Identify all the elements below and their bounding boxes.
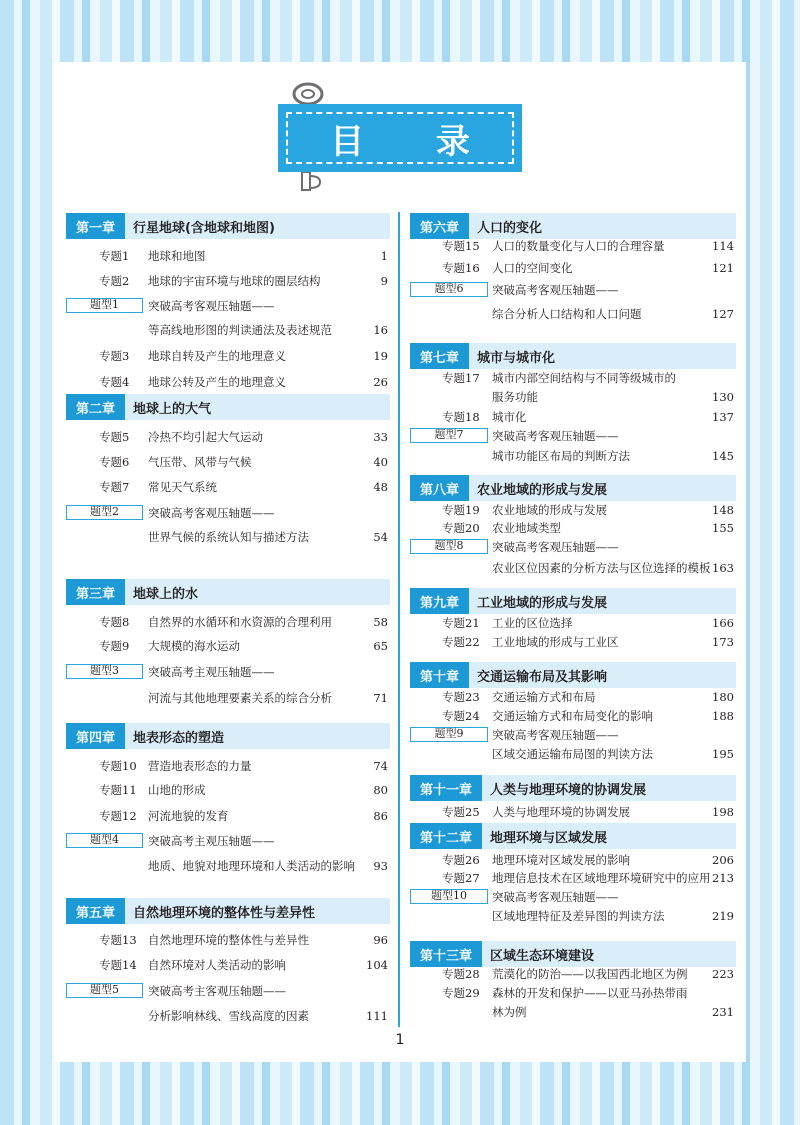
entry-title: 冷热不均引起大气运动 — [148, 430, 263, 444]
entry-page: 163 — [712, 561, 734, 575]
topic-number: 专题20 — [442, 521, 480, 535]
toc-entry[interactable] — [66, 663, 390, 681]
topic-number: 专题21 — [442, 616, 480, 630]
topic-number: 专题22 — [442, 635, 480, 649]
entry-page: 219 — [712, 909, 734, 923]
toc-entry[interactable] — [410, 427, 736, 445]
chapter-header[interactable] — [66, 898, 390, 924]
toc-entry[interactable] — [66, 689, 390, 707]
toc-entry[interactable] — [410, 259, 736, 277]
chapter-block — [66, 394, 390, 544]
chapter-block — [66, 723, 390, 873]
entry-title: 交通运输方式和布局变化的影响 — [492, 709, 653, 723]
toc-entry[interactable] — [66, 297, 390, 315]
toc-entry[interactable] — [410, 803, 736, 821]
toc-entry[interactable] — [410, 237, 736, 255]
topic-number: 专题1 — [99, 249, 130, 263]
question-type-tag: 题型2 — [66, 505, 143, 520]
chapter-number: 第十三章 — [410, 941, 482, 967]
entry-title: 自然地理环境的整体性与差异性 — [148, 933, 309, 947]
entry-page: 48 — [373, 480, 388, 494]
topic-number: 专题29 — [442, 986, 480, 1000]
chapter-header[interactable] — [410, 588, 736, 614]
entry-page: 155 — [712, 521, 734, 535]
entry-title: 城市化 — [492, 410, 527, 424]
entry-title: 农业地域类型 — [492, 521, 561, 535]
toc-entry[interactable] — [410, 707, 736, 725]
toc-entry[interactable] — [66, 373, 390, 391]
toc-entry[interactable] — [66, 247, 390, 265]
toc-entry[interactable] — [410, 851, 736, 869]
chapter-block — [410, 775, 736, 819]
toc-entry[interactable] — [410, 369, 736, 387]
toc-entry[interactable] — [410, 907, 736, 925]
chapter-title: 城市与城市化 — [477, 350, 556, 366]
chapter-number: 第五章 — [66, 898, 125, 924]
toc-entry[interactable] — [410, 501, 736, 519]
entry-title: 城市功能区布局的判断方法 — [492, 449, 630, 463]
toc-entry[interactable] — [410, 688, 736, 706]
chapter-title: 交通运输布局及其影响 — [477, 669, 608, 685]
chapter-block — [410, 941, 736, 1019]
question-type-tag: 题型8 — [410, 539, 488, 554]
chapter-header[interactable] — [410, 662, 736, 688]
question-type-tag: 题型1 — [66, 298, 143, 313]
toc-entry[interactable] — [66, 478, 390, 496]
entry-page: 86 — [373, 809, 388, 823]
question-type-tag: 题型7 — [410, 428, 488, 443]
question-type-tag: 题型6 — [410, 282, 488, 297]
entry-page: 19 — [373, 349, 388, 363]
entry-title: 农业区位因素的分析方法与区位选择的模板 — [492, 561, 711, 575]
topic-number: 专题16 — [442, 261, 480, 275]
entry-title: 地理环境对区域发展的影响 — [492, 853, 630, 867]
entry-page: 58 — [373, 615, 388, 629]
topic-number: 专题26 — [442, 853, 480, 867]
entry-title: 突破高考客观压轴题—— — [492, 540, 619, 554]
chapter-block — [66, 213, 390, 389]
toc-entry[interactable] — [66, 504, 390, 522]
chapter-block — [410, 588, 736, 649]
entry-page: 16 — [373, 323, 388, 337]
entry-title: 地理信息技术在区域地理环境研究中的应用 — [492, 871, 711, 885]
entry-title: 山地的形成 — [148, 783, 206, 797]
entry-title: 服务功能 — [492, 390, 538, 404]
toc-entry[interactable] — [410, 388, 736, 406]
toc-entry[interactable] — [410, 447, 736, 465]
entry-title: 河流地貌的发育 — [148, 809, 229, 823]
entry-page: 1 — [380, 249, 388, 263]
column-divider — [398, 212, 400, 1027]
chapter-header[interactable] — [66, 213, 390, 239]
toc-entry[interactable] — [66, 637, 390, 655]
chapter-title: 自然地理环境的整体性与差异性 — [133, 905, 316, 921]
chapter-title: 人口的变化 — [477, 220, 543, 236]
entry-title: 自然环境对人类活动的影响 — [148, 958, 286, 972]
entry-page: 188 — [712, 709, 734, 723]
topic-number: 专题8 — [99, 615, 130, 629]
entry-page: 54 — [373, 530, 388, 544]
entry-title: 突破高考客观压轴题—— — [492, 890, 619, 904]
entry-page: 33 — [373, 430, 388, 444]
toc-entry[interactable] — [66, 982, 390, 1000]
toc-entry[interactable] — [66, 1007, 390, 1025]
entry-title: 突破高考主观压轴题—— — [148, 665, 275, 679]
entry-page: 213 — [712, 871, 734, 885]
topic-number: 专题14 — [99, 958, 137, 972]
toc-entry[interactable] — [66, 347, 390, 365]
chapter-number: 第六章 — [410, 213, 469, 239]
toc-entry[interactable] — [410, 281, 736, 299]
chapter-header[interactable] — [410, 823, 736, 849]
chapter-header[interactable] — [410, 941, 736, 967]
topic-number: 专题17 — [442, 371, 480, 385]
chapter-number: 第四章 — [66, 723, 125, 749]
toc-entry[interactable] — [66, 931, 390, 949]
topic-number: 专题3 — [99, 349, 130, 363]
entry-page: 148 — [712, 503, 734, 517]
topic-number: 专题19 — [442, 503, 480, 517]
entry-page: 166 — [712, 616, 734, 630]
chapter-block — [410, 823, 736, 923]
chapter-title: 地表形态的塑造 — [133, 730, 225, 746]
entry-page: 137 — [712, 410, 734, 424]
chapter-title: 行星地球(含地球和地图) — [133, 220, 275, 236]
chapter-title: 地理环境与区域发展 — [490, 830, 608, 846]
question-type-tag: 题型5 — [66, 983, 143, 998]
chapter-block — [410, 343, 736, 463]
entry-title: 地球的宇宙环境与地球的圈层结构 — [148, 274, 321, 288]
entry-title: 区域地理特征及差异图的判读方法 — [492, 909, 665, 923]
chapter-title: 地球上的水 — [133, 586, 199, 602]
entry-title: 农业地域的形成与发展 — [492, 503, 607, 517]
topic-number: 专题9 — [99, 639, 130, 653]
chapter-number: 第七章 — [410, 343, 469, 369]
chapter-number: 第一章 — [66, 213, 125, 239]
entry-page: 104 — [366, 958, 388, 972]
toc-entry[interactable] — [66, 757, 390, 775]
entry-title: 突破高考客观压轴题—— — [492, 283, 619, 297]
question-type-tag: 题型9 — [410, 727, 488, 742]
entry-title: 营造地表形态的力量 — [148, 759, 252, 773]
entry-title: 区域交通运输布局图的判读方法 — [492, 747, 653, 761]
entry-page: 114 — [712, 239, 734, 253]
toc-entry[interactable] — [410, 1003, 736, 1021]
toc-entry[interactable] — [410, 408, 736, 426]
entry-title: 分析影响林线、雪线高度的因素 — [148, 1009, 309, 1023]
entry-title: 地质、地貌对地理环境和人类活动的影响 — [148, 859, 355, 873]
entry-page: 93 — [373, 859, 388, 873]
entry-title: 人口的空间变化 — [492, 261, 573, 275]
entry-page: 26 — [373, 375, 388, 389]
topic-number: 专题27 — [442, 871, 480, 885]
question-type-tag: 题型10 — [410, 889, 488, 904]
entry-title: 工业地域的形成与工业区 — [492, 635, 619, 649]
entry-page: 65 — [373, 639, 388, 653]
chapter-header[interactable] — [66, 394, 390, 420]
entry-title: 荒漠化的防治——以我国西北地区为例 — [492, 967, 688, 981]
entry-title: 大规模的海水运动 — [148, 639, 240, 653]
chapter-header[interactable] — [410, 475, 736, 501]
chapter-block — [410, 475, 736, 575]
chapter-block — [410, 213, 736, 321]
toc-entry[interactable] — [410, 633, 736, 651]
entry-title: 林为例 — [492, 1005, 527, 1019]
toc-entry[interactable] — [66, 956, 390, 974]
entry-page: 9 — [380, 274, 388, 288]
topic-number: 专题11 — [99, 783, 137, 797]
page-number: 1 — [395, 1032, 405, 1048]
entry-page: 80 — [373, 783, 388, 797]
entry-title: 自然界的水循环和水资源的合理利用 — [148, 615, 332, 629]
entry-page: 206 — [712, 853, 734, 867]
toc-entry[interactable] — [66, 272, 390, 290]
entry-page: 71 — [373, 691, 388, 705]
chapter-number: 第三章 — [66, 579, 125, 605]
chapter-title: 人类与地理环境的协调发展 — [490, 782, 647, 798]
topic-number: 专题6 — [99, 455, 130, 469]
toc-entry[interactable] — [410, 745, 736, 763]
topic-number: 专题23 — [442, 690, 480, 704]
question-type-tag: 题型4 — [66, 833, 143, 848]
entry-title: 突破高考主观压轴题—— — [148, 834, 275, 848]
entry-page: 96 — [373, 933, 388, 947]
entry-title: 人类与地理环境的协调发展 — [492, 805, 630, 819]
entry-title: 突破高考客观压轴题—— — [492, 429, 619, 443]
toc-entry[interactable] — [410, 869, 736, 887]
topic-number: 专题15 — [442, 239, 480, 253]
entry-title: 地球公转及产生的地理意义 — [148, 375, 286, 389]
entry-page: 74 — [373, 759, 388, 773]
entry-page: 130 — [712, 390, 734, 404]
entry-title: 世界气候的系统认知与描述方法 — [148, 530, 309, 544]
toc-entry[interactable] — [66, 832, 390, 850]
toc-entry[interactable] — [66, 428, 390, 446]
entry-title: 突破高考客观压轴题—— — [148, 506, 275, 520]
entry-title: 地球自转及产生的地理意义 — [148, 349, 286, 363]
contents-title-banner — [278, 104, 522, 172]
entry-title: 工业的区位选择 — [492, 616, 573, 630]
toc-entry[interactable] — [410, 888, 736, 906]
toc-entry[interactable] — [410, 559, 736, 577]
toc-entry[interactable] — [66, 453, 390, 471]
topic-number: 专题24 — [442, 709, 480, 723]
entry-page: 111 — [366, 1009, 388, 1023]
question-type-tag: 题型3 — [66, 664, 143, 679]
chapter-header[interactable] — [410, 775, 736, 801]
entry-page: 223 — [712, 967, 734, 981]
chapter-number: 第八章 — [410, 475, 469, 501]
entry-title: 交通运输方式和布局 — [492, 690, 596, 704]
chapter-header[interactable] — [66, 579, 390, 605]
toc-entry[interactable] — [66, 613, 390, 631]
contents-title: 目 录 — [330, 121, 500, 162]
topic-number: 专题4 — [99, 375, 130, 389]
entry-page: 195 — [712, 747, 734, 761]
chapter-block — [66, 579, 390, 705]
entry-title: 等高线地形图的判读通法及表述规范 — [148, 323, 332, 337]
entry-title: 地球和地图 — [148, 249, 206, 263]
contents-page — [54, 62, 746, 1062]
chapter-header[interactable] — [410, 343, 736, 369]
entry-title: 人口的数量变化与人口的合理容量 — [492, 239, 665, 253]
toc-entry[interactable] — [66, 321, 390, 339]
chapter-title: 工业地域的形成与发展 — [477, 595, 608, 611]
chapter-block — [66, 898, 390, 1023]
chapter-header[interactable] — [66, 723, 390, 749]
toc-entry[interactable] — [410, 305, 736, 323]
chapter-title: 地球上的大气 — [133, 401, 212, 417]
entry-page: 231 — [712, 1005, 734, 1019]
topic-number: 专题7 — [99, 480, 130, 494]
entry-title: 突破高考客观压轴题—— — [148, 299, 275, 313]
toc-entry[interactable] — [66, 807, 390, 825]
chapter-title: 区域生态环境建设 — [490, 948, 595, 964]
chapter-number: 第十一章 — [410, 775, 482, 801]
entry-title: 突破高考主客观压轴题—— — [148, 984, 286, 998]
chapter-number: 第二章 — [66, 394, 125, 420]
chapter-block — [410, 662, 736, 761]
entry-page: 198 — [712, 805, 734, 819]
toc-entry[interactable] — [66, 857, 390, 875]
topic-number: 专题28 — [442, 967, 480, 981]
entry-title: 突破高考客观压轴题—— — [492, 728, 619, 742]
entry-title: 城市内部空间结构与不同等级城市的 — [492, 371, 676, 385]
entry-title: 气压带、风带与气候 — [148, 455, 252, 469]
toc-entry[interactable] — [410, 614, 736, 632]
toc-entry[interactable] — [410, 538, 736, 556]
entry-title: 森林的开发和保护——以亚马孙热带雨 — [492, 986, 688, 1000]
toc-entry[interactable] — [410, 965, 736, 983]
entry-title: 河流与其他地理要素关系的综合分析 — [148, 691, 332, 705]
topic-number: 专题5 — [99, 430, 130, 444]
chapter-number: 第九章 — [410, 588, 469, 614]
chapter-number: 第十二章 — [410, 823, 482, 849]
topic-number: 专题18 — [442, 410, 480, 424]
entry-page: 173 — [712, 635, 734, 649]
topic-number: 专题25 — [442, 805, 480, 819]
topic-number: 专题2 — [99, 274, 130, 288]
chapter-number: 第十章 — [410, 662, 469, 688]
entry-page: 40 — [373, 455, 388, 469]
toc-entry[interactable] — [410, 984, 736, 1002]
entry-page: 127 — [712, 307, 734, 321]
topic-number: 专题13 — [99, 933, 137, 947]
entry-page: 121 — [712, 261, 734, 275]
entry-page: 145 — [712, 449, 734, 463]
entry-page: 180 — [712, 690, 734, 704]
toc-entry[interactable] — [410, 726, 736, 744]
topic-number: 专题10 — [99, 759, 137, 773]
toc-entry[interactable] — [410, 519, 736, 537]
entry-title: 综合分析人口结构和人口问题 — [492, 307, 642, 321]
toc-entry[interactable] — [66, 528, 390, 546]
chapter-title: 农业地域的形成与发展 — [477, 482, 608, 498]
toc-entry[interactable] — [66, 781, 390, 799]
entry-title: 常见天气系统 — [148, 480, 217, 494]
topic-number: 专题12 — [99, 809, 137, 823]
chapter-header[interactable] — [410, 213, 736, 239]
